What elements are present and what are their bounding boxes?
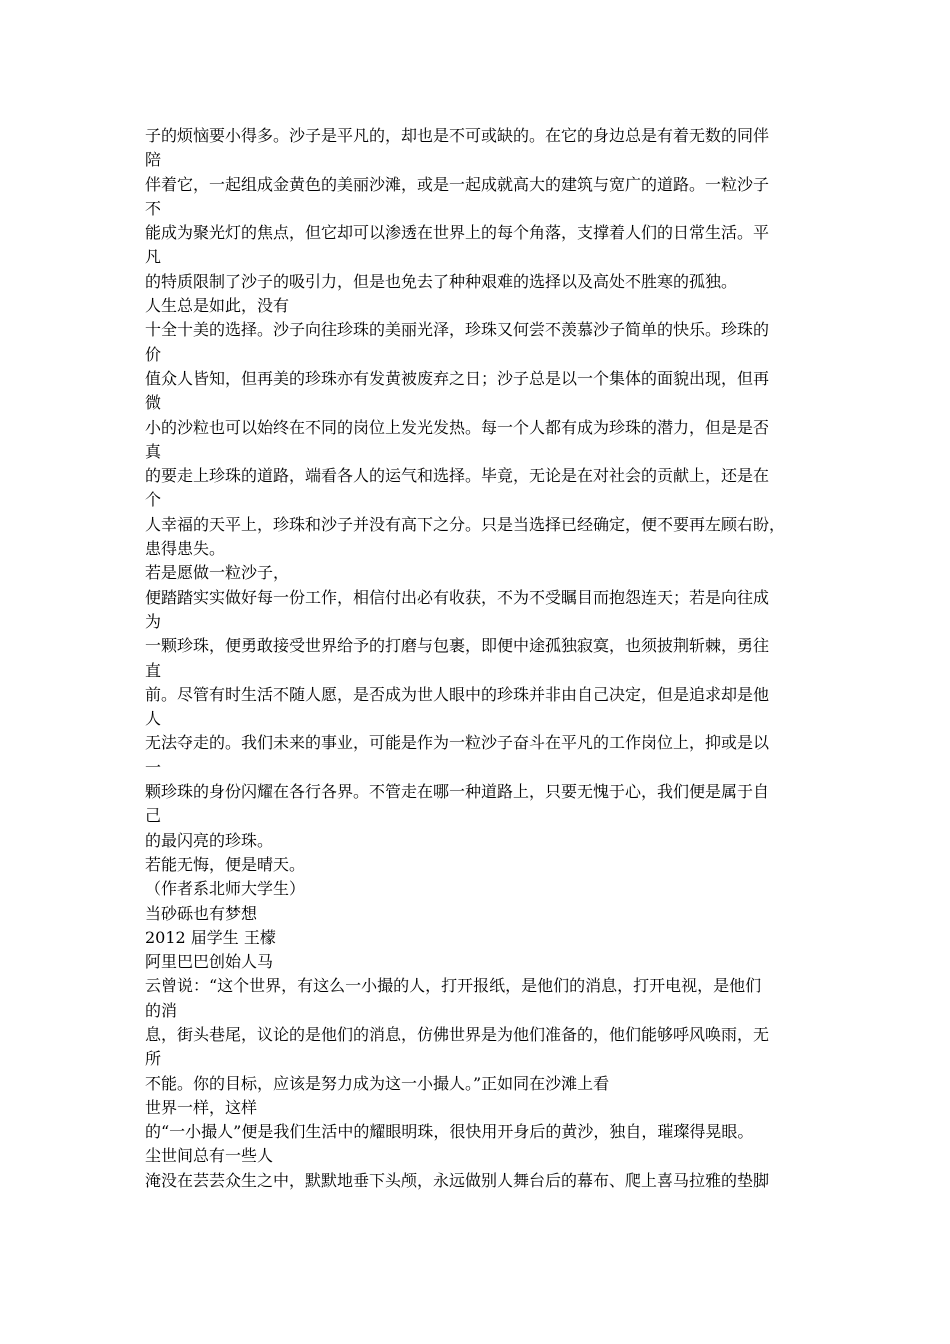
- text-line: 患得患失。: [145, 539, 226, 559]
- text-line: 的要走上珍珠的道路，端看各人的运气和选择。毕竟，无论是在对社会的贡献上，还是在: [145, 466, 770, 486]
- text-line: 能成为聚光灯的焦点，但它却可以渗透在世界上的每个角落，支撑着人们的日常生活。平: [145, 223, 770, 243]
- text-line: 阿里巴巴创始人马: [145, 952, 274, 972]
- text-line: 陪: [145, 150, 162, 170]
- text-line: 一: [145, 757, 162, 777]
- text-line: 无法夺走的。我们未来的事业，可能是作为一粒沙子奋斗在平凡的工作岗位上，抑或是以: [145, 733, 770, 753]
- text-line: 价: [145, 344, 162, 364]
- text-line: 颗珍珠的身份闪耀在各行各界。不管走在哪一种道路上，只要无愧于心，我们便是属于自: [145, 782, 770, 802]
- text-line: 子的烦恼要小得多。沙子是平凡的，却也是不可或缺的。在它的身边总是有着无数的同伴: [145, 126, 770, 145]
- text-line: 前。尽管有时生活不随人愿，是否成为世人眼中的珍珠并非由自己决定，但是追求却是他: [145, 684, 770, 704]
- text-line: 伴着它，一起组成金黄色的美丽沙滩，或是一起成就高大的建筑与宽广的道路。一粒沙子: [145, 174, 770, 194]
- text-line: 云曾说：“这个世界，有这么一小撮的人，打开报纸，是他们的消息，打开电视，是他们: [145, 976, 762, 996]
- text-line: 的特质限制了沙子的吸引力，但是也免去了种种艰难的选择以及高处不胜寒的孤独。: [145, 271, 738, 291]
- text-line: 的“一小撮人”便是我们生活中的耀眼明珠，很快用开身后的黄沙，独自，璀璨得晃眼。: [145, 1122, 754, 1142]
- text-line: 不能。你的目标，应该是努力成为这一小撮人。”正如同在沙滩上看: [145, 1073, 610, 1093]
- text-line: 息，街头巷尾，议论的是他们的消息，仿佛世界是为他们准备的，他们能够呼风唤雨，无: [145, 1024, 770, 1044]
- text-line: 便踏踏实实做好每一份工作，相信付出必有收获，不为不受瞩目而抱怨连天；若是向往成: [145, 587, 770, 607]
- text-line: 淹没在芸芸众生之中，默默地垂下头颅，永远做别人舞台后的幕布、爬上喜马拉雅的垫脚: [145, 1170, 770, 1190]
- text-line: 直: [145, 660, 162, 680]
- text-line: 尘世间总有一些人: [145, 1146, 274, 1166]
- text-line: 己: [145, 806, 162, 826]
- text-line: 不: [145, 198, 162, 218]
- text-line: 人: [145, 709, 162, 729]
- text-line: 一颗珍珠，便勇敢接受世界给予的打磨与包裹，即便中途孤独寂寞，也须披荆斩棘，勇往: [145, 636, 770, 656]
- text-line: 若能无悔，便是晴天。: [145, 854, 306, 874]
- text-line: （作者系北师大学生）: [145, 879, 306, 899]
- text-line: 小的沙粒也可以始终在不同的岗位上发光发热。每一个人都有成为珍珠的潜力，但是是否: [145, 417, 770, 437]
- text-line: 的最闪亮的珍珠。: [145, 830, 274, 850]
- text-line: 为: [145, 611, 162, 631]
- text-line: 十全十美的选择。沙子向往珍珠的美丽光泽，珍珠又何尝不羡慕沙子简单的快乐。珍珠的: [145, 320, 770, 340]
- text-line: 2012 届学生 王檬: [145, 927, 276, 947]
- text-line: 所: [145, 1049, 162, 1069]
- document-body: [145, 124, 810, 1193]
- text-line: 世界一样，这样: [145, 1097, 258, 1117]
- text-line: 人生总是如此，没有: [145, 296, 290, 316]
- text-line: 值众人皆知，但再美的珍珠亦有发黄被废弃之日；沙子总是以一个集体的面貌出现，但再: [145, 368, 770, 388]
- text-line: 当砂砾也有梦想: [145, 903, 258, 923]
- text-line: 若是愿做一粒沙子，: [145, 563, 290, 583]
- text-line: 凡: [145, 247, 162, 267]
- text-line: 真: [145, 441, 162, 461]
- text-line: 的消: [145, 1000, 178, 1020]
- text-line: 个: [145, 490, 162, 510]
- text-line: 人幸福的天平上，珍珠和沙子并没有高下之分。只是当选择已经确定，便不要再左顾右盼，: [145, 514, 786, 534]
- text-line: 微: [145, 393, 162, 413]
